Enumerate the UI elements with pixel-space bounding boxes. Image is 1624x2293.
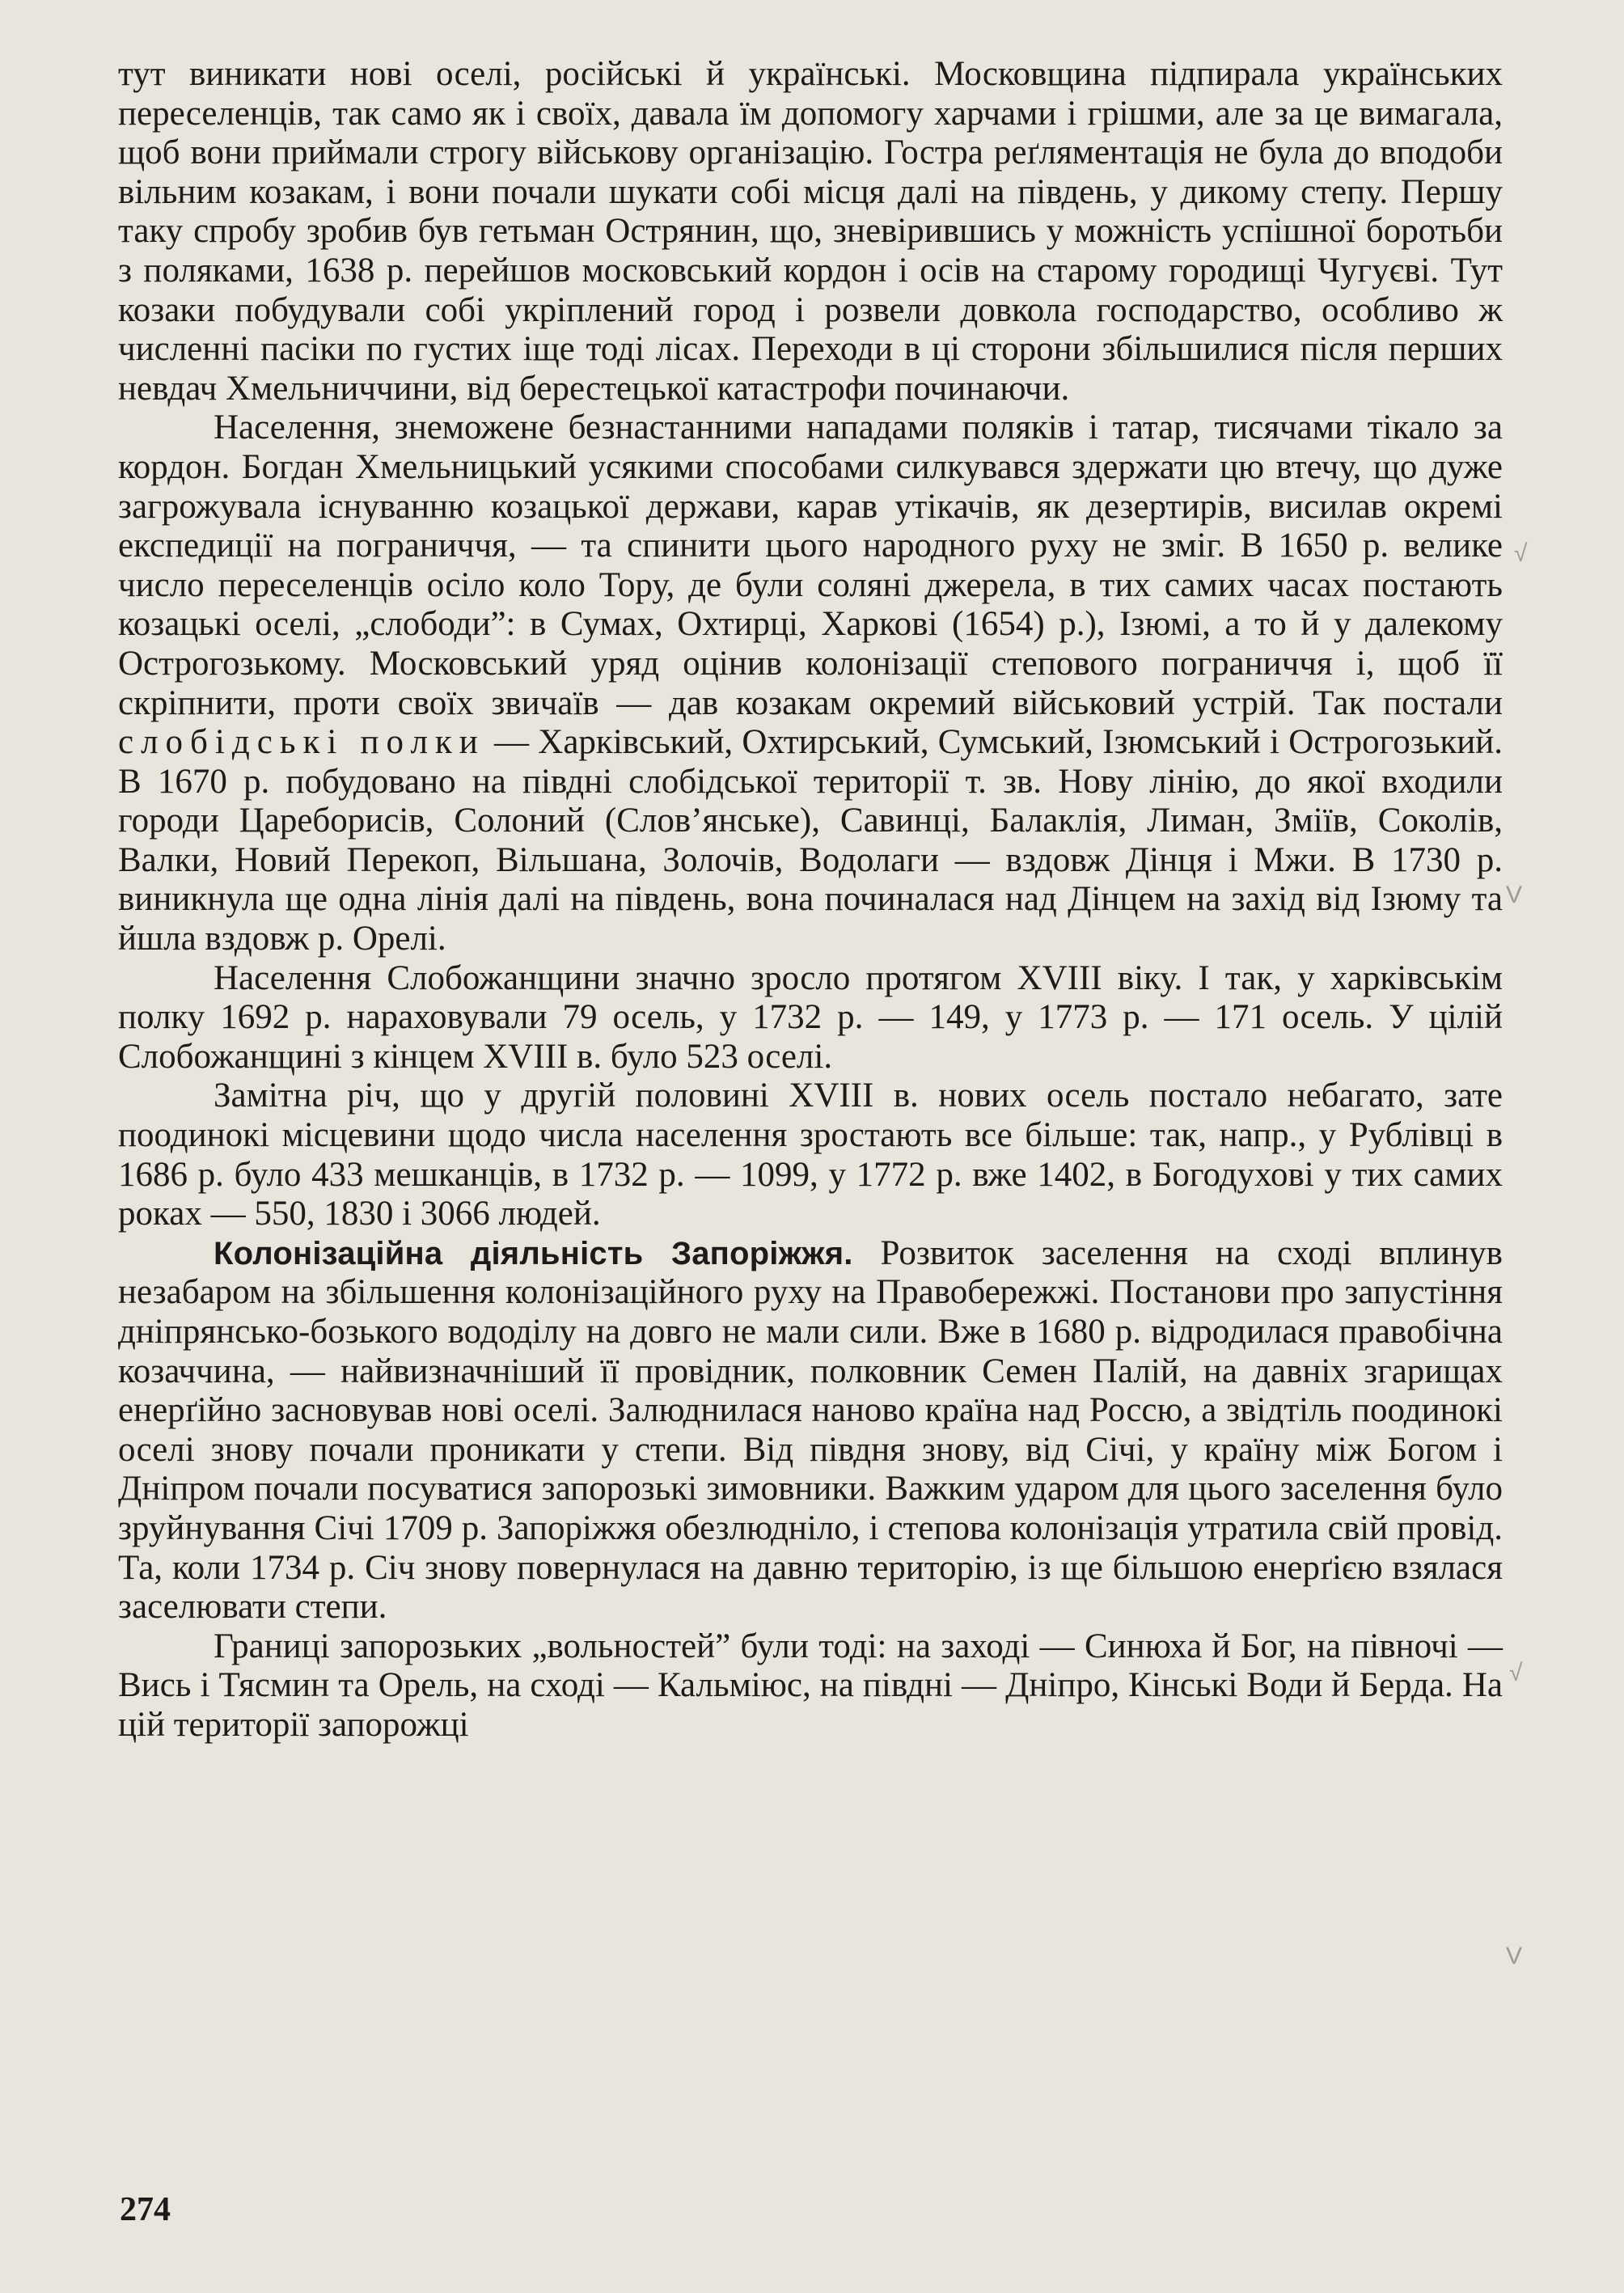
paragraph-1: тут виникати нові оселі, російські й українські. Московщина підпирала українських переселенців, так само як і своїх, давала їм допомогу харчами і грішми, але за це вимагала, щоб вони приймали строгу військову організацію. Гостра реґляментація не була до вподоби вільним козакам, і вони почали шукати собі місця далі на південь, у дикому степу. Першу таку спробу зробив був гетьман Острянин, що, зневірившись у можність успішної боротьби з поляками, 1638 р. перейшов московський кордон і осів на старому городищі Чугуєві. Тут козаки побудували собі укріплений город і розвели довкола господарство, особливо ж численні пасіки по густих іще тоді лісах. Переходи в ці сторони збільшилися після перших невдач Хмельниччини, від берестецької катастрофи починаючи. [118, 55, 1503, 408]
page-number: 274 [120, 2191, 171, 2228]
paragraph-2 [118, 408, 1503, 958]
margin-check-mark: V [1506, 1943, 1523, 1969]
paragraph-4: Замітна річ, що у другій половині XVIII в. нових осель постало небагато, зате поодинокі місцевини щодо числа населення зростають все більше: так, напр., у Рублівці в 1686 р. було 433 мешканців, в 1732 р. — 1099, у 1772 р. вже 1402, в Богодухові у тих самих роках — 550, 1830 і 3066 людей. [118, 1077, 1503, 1233]
paragraph-2-part-a: Населення, знеможене безнастанними нападами поляків і татар, тисячами тікало за кордон. Богдан Хмельницький усякими способами силкувався здержати цю втечу, що дуже загрожувала існуванню козацької держави, карав утікачів, як дезертирів, висилав окремі експедиції на пограниччя, — та спинити цього народного руху не зміг. В 1650 р. велике число переселенців осіло коло Тору, де були соляні джерела, в тих самих часах постають козацькі оселі, „слободи”: в Сумах, Охтирці, Харкові (1654) р.), Ізюмі, а то й у далекому Острогозькому. Московський уряд оцінив колонізації степового пограниччя і, щоб її скріпнити, проти своїх звичаїв — дав козакам окремий військовий устрій. Так постали [118, 408, 1503, 722]
paragraph-2-spaced-term: слобідські полки [118, 723, 485, 762]
paragraph-6: Границі запорозьких „вольностей” були тоді: на заході — Синюха й Бог, на півночі — Вись і Тясмин та Орель, на сході — Кальміюс, на півдні — Дніпро, Кінські Води й Берда. На цій території запорожці [118, 1627, 1503, 1744]
paragraph-5 [118, 1234, 1503, 1627]
body-text [118, 55, 1503, 1745]
margin-check-mark: √ [1514, 540, 1528, 567]
section-heading: Колонізаційна діяльність Запоріжжя. [214, 1235, 853, 1271]
margin-check-mark: √ [1509, 1660, 1523, 1686]
paragraph-3: Населення Слобожанщини значно зросло протягом XVIII віку. І так, у харківськім полку 1692 р. нараховували 79 осель, у 1732 р. — 149, у 1773 р. — 171 осель. У цілій Слобожанщині з кінцем XVIII в. було 523 оселі. [118, 958, 1503, 1076]
paragraph-2-part-b: — Харківський, Охтирський, Сумський, Ізюмський і Острогозький. В 1670 р. побудовано на півдні слобідської території т. зв. Нову лінію, до якої входили городи Цареборисів, Солоний (Слов’янське), Савинці, Балаклія, Лиман, Зміїв, Соколів, Валки, Новий Перекоп, Вільшана, Золочів, Водолаги — вздовж Дінця і Мжи. В 1730 р. виникнула ще одна лінія далі на південь, вона починалася над Дінцем на захід від Ізюму та йшла вздовж р. Орелі. [118, 723, 1503, 958]
paragraph-5-text: Розвиток заселення на сході вплинув незабаром на збільшення колонізаційного руху на Правобережжі. Постанови про запустіння дніпрянсько-бозького вододілу на довго не мали сили. Вже в 1680 р. відродилася правобічна козаччина, — найвизначніший її провідник, полковник Семен Палій, на давніх згарищах енерґійно засновував нові оселі. Залюднилася наново країна над Россю, а звідтіль поодинокі оселі знову почали проникати у степи. Від півдня знову, від Січі, у країну між Богом і Дніпром почали посуватися запорозькі зимовники. Важким ударом для цього заселення було зруйнування Січі 1709 р. Запоріжжя обезлюдніло, і степова колонізація утратила свій провід. Та, коли 1734 р. Січ знову повернулася на давню територію, із ще більшою енерґією взялася заселювати степи. [118, 1233, 1503, 1627]
margin-check-mark: V [1506, 882, 1523, 908]
